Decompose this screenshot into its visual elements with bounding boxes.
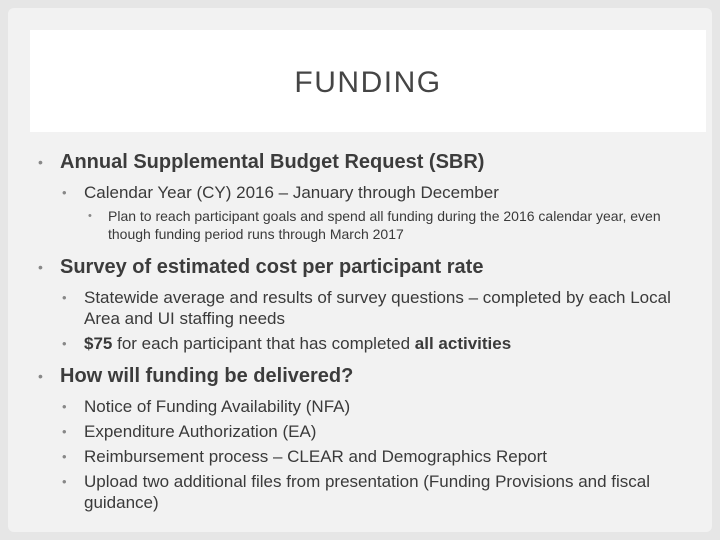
- list-item-text: Calendar Year (CY) 2016 – January through December: [84, 183, 499, 202]
- list-item: [60, 287, 694, 329]
- slide-title: FUNDING: [294, 66, 442, 99]
- list-item: [60, 333, 694, 354]
- list-item-text: Expenditure Authorization (EA): [84, 422, 317, 441]
- list-item-text: Upload two additional files from presentation (Funding Provisions and fiscal guidance): [84, 472, 651, 512]
- section-heading-text: Annual Supplemental Budget Request (SBR): [60, 151, 485, 173]
- bullet-icon: •: [62, 399, 67, 414]
- bullet-icon: •: [62, 290, 67, 305]
- title-box: [30, 30, 706, 132]
- bullet-icon: •: [38, 368, 43, 384]
- bullet-icon: •: [38, 259, 43, 275]
- list-item: [60, 396, 694, 417]
- section-heading-text: Survey of estimated cost per participant rate: [60, 256, 484, 278]
- list-item: [86, 207, 694, 243]
- section-heading-sbr: [34, 150, 694, 174]
- bullet-icon: •: [62, 474, 67, 489]
- rate-condition: all activities: [414, 334, 512, 353]
- list-item: [60, 182, 694, 203]
- rate-amount: $75: [84, 334, 113, 353]
- bullet-icon: •: [62, 424, 67, 439]
- list-item-text: Reimbursement process – CLEAR and Demographics Report: [84, 447, 547, 466]
- list-item: [60, 446, 694, 467]
- bullet-icon: •: [38, 154, 43, 170]
- section-heading-delivery: [34, 364, 694, 388]
- list-item-text: Statewide average and results of survey questions – completed by each Local Area and UI staffing needs: [84, 288, 671, 328]
- bullet-icon: •: [62, 449, 67, 464]
- slide: [8, 8, 712, 532]
- list-item: [60, 471, 694, 513]
- section-heading-survey: [34, 255, 694, 279]
- list-item-text: Plan to reach participant goals and spend all funding during the 2016 calendar year, even though funding period runs through March 2017: [108, 208, 661, 242]
- bullet-icon: •: [88, 210, 92, 222]
- slide-content: [34, 150, 694, 517]
- bullet-icon: •: [62, 185, 67, 200]
- bullet-icon: •: [62, 336, 67, 351]
- list-item-text: [84, 333, 511, 354]
- list-item-text: Notice of Funding Availability (NFA): [84, 397, 351, 416]
- section-heading-text: How will funding be delivered?: [60, 365, 354, 387]
- list-item: [60, 421, 694, 442]
- rate-description: for each participant that has completed: [112, 334, 415, 353]
